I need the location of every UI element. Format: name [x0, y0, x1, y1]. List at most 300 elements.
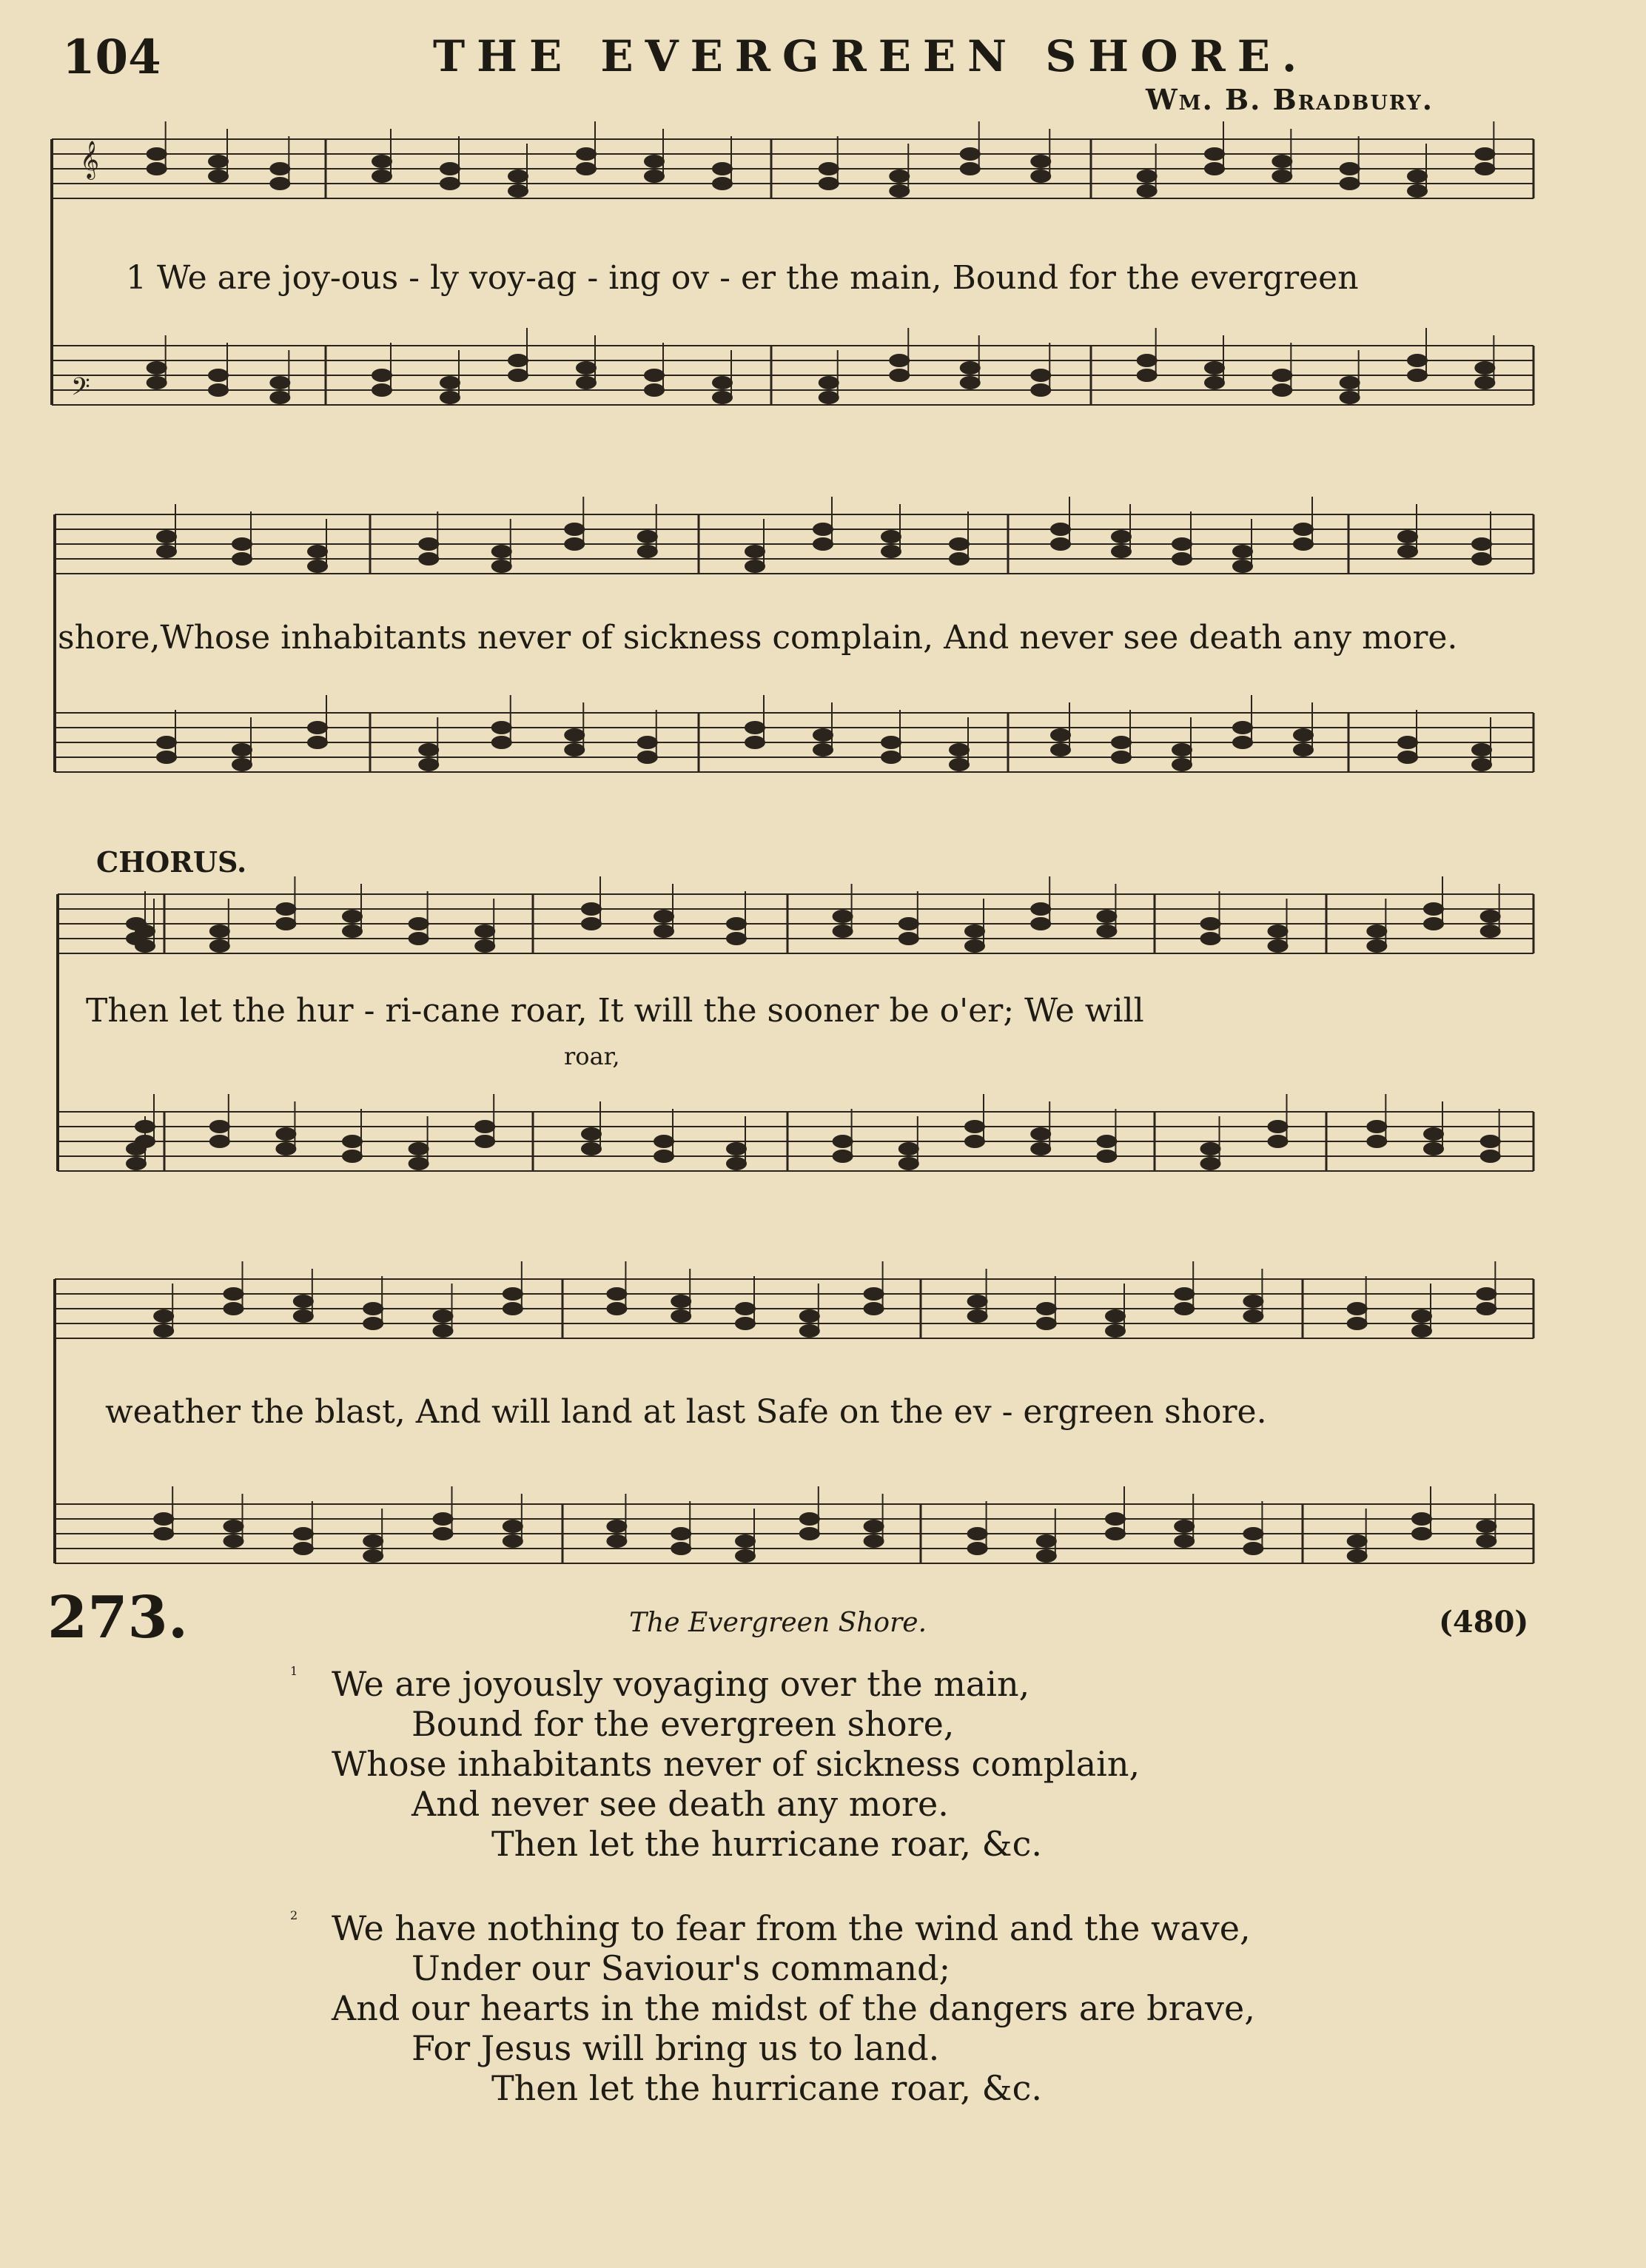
note-head: [1243, 1542, 1263, 1555]
note-head: [644, 155, 665, 168]
note-head: [1347, 1317, 1368, 1330]
note-head: [581, 917, 602, 930]
note-head: [898, 1142, 919, 1155]
note-head: [208, 369, 229, 382]
note-head: [1293, 743, 1314, 756]
verse-2-line-3: And our hearts in the midst of the dangers are brave,: [332, 1988, 1255, 2028]
note-head: [964, 925, 985, 938]
note-head: [1411, 1309, 1432, 1323]
note-head: [503, 1520, 523, 1533]
note-head: [964, 1120, 985, 1133]
verse-2-line-2: Under our Saviour's command;: [412, 1948, 951, 1988]
note-head: [949, 552, 970, 566]
note-head: [576, 376, 597, 389]
note-head: [1407, 369, 1428, 382]
note-head: [1423, 1127, 1444, 1141]
note-head: [745, 560, 765, 573]
note-head: [153, 1309, 174, 1323]
note-head: [275, 902, 296, 916]
note-head: [269, 177, 290, 190]
note-head: [1293, 728, 1314, 742]
note-head: [1111, 751, 1132, 764]
note-head: [799, 1324, 820, 1338]
note-head: [224, 1302, 244, 1315]
note-head: [735, 1302, 756, 1315]
note-head: [474, 939, 495, 953]
note-head: [1366, 925, 1387, 938]
verse-2-line-4: For Jesus will bring us to land.: [412, 2028, 940, 2068]
note-head: [1096, 910, 1117, 923]
note-head: [813, 743, 833, 756]
note-head: [726, 1142, 747, 1155]
note-head: [1030, 170, 1051, 183]
note-head: [307, 736, 328, 749]
note-head: [418, 552, 439, 566]
note-head: [293, 1309, 314, 1323]
note-head: [209, 1135, 230, 1148]
bass-clef-icon: 𝄢: [71, 373, 90, 407]
note-head: [503, 1287, 523, 1301]
note-head: [1268, 1120, 1289, 1133]
note-head: [433, 1527, 454, 1540]
note-head: [960, 162, 981, 175]
note-head: [1137, 184, 1158, 198]
note-head: [1174, 1534, 1195, 1548]
note-head: [503, 1302, 523, 1315]
note-head: [1407, 354, 1428, 367]
note-head: [418, 537, 439, 551]
note-head: [1411, 1324, 1432, 1338]
note-head: [508, 170, 528, 183]
note-head: [440, 162, 460, 175]
note-head: [1111, 736, 1132, 749]
note-head: [1050, 537, 1071, 551]
note-head: [1204, 361, 1225, 375]
chorus-label: CHORUS.: [96, 845, 247, 879]
lyrics-system-1: 1 We are joy-ous - ly voy-ag - ing ov - er the main, Bound for the evergreen: [126, 259, 1359, 297]
note-head: [269, 376, 290, 389]
note-head: [1293, 537, 1314, 551]
note-head: [1172, 537, 1192, 551]
note-head: [1200, 1157, 1221, 1170]
note-head: [1174, 1520, 1195, 1533]
note-head: [726, 1157, 747, 1170]
note-head: [1030, 917, 1051, 930]
note-head: [372, 170, 392, 183]
note-head: [644, 170, 665, 183]
note-head: [440, 391, 460, 404]
note-head: [1030, 383, 1051, 397]
note-head: [864, 1534, 884, 1548]
note-head: [1111, 530, 1132, 543]
note-head: [898, 1157, 919, 1170]
note-head: [644, 383, 665, 397]
note-head: [581, 902, 602, 916]
note-head: [208, 383, 229, 397]
note-head: [671, 1542, 691, 1555]
note-head: [1340, 162, 1360, 175]
note-head: [1036, 1534, 1057, 1548]
note-head: [1397, 530, 1418, 543]
note-head: [491, 545, 512, 558]
note-head: [949, 743, 970, 756]
note-head: [209, 939, 230, 953]
note-head: [864, 1520, 884, 1533]
note-head: [833, 1150, 853, 1163]
note-head: [967, 1309, 988, 1323]
note-head: [1476, 1302, 1496, 1315]
note-head: [372, 155, 392, 168]
note-head: [147, 361, 167, 375]
note-head: [1340, 177, 1360, 190]
note-head: [418, 758, 439, 771]
note-head: [1347, 1549, 1368, 1563]
note-head: [293, 1295, 314, 1308]
note-head: [735, 1534, 756, 1548]
note-head: [606, 1287, 627, 1301]
note-head: [474, 1135, 495, 1148]
note-head: [671, 1309, 691, 1323]
note-head: [960, 376, 981, 389]
note-head: [1137, 354, 1158, 367]
note-head: [1474, 147, 1495, 161]
note-head: [1293, 523, 1314, 536]
note-head: [1366, 939, 1387, 953]
note-head: [147, 147, 167, 161]
note-head: [409, 1157, 429, 1170]
note-head: [433, 1324, 454, 1338]
note-head: [209, 1120, 230, 1133]
note-head: [1340, 376, 1360, 389]
note-head: [409, 917, 429, 930]
note-head: [654, 1150, 674, 1163]
note-head: [1272, 170, 1292, 183]
note-head: [654, 910, 674, 923]
note-head: [1200, 932, 1221, 945]
note-head: [135, 925, 155, 938]
note-head: [1137, 170, 1158, 183]
lyrics-system-2: shore,Whose inhabitants never of sickness complain, And never see death any more.: [58, 619, 1458, 657]
note-head: [307, 560, 328, 573]
note-head: [1347, 1302, 1368, 1315]
note-head: [1243, 1527, 1263, 1540]
note-head: [1050, 728, 1071, 742]
note-head: [967, 1542, 988, 1555]
note-head: [342, 910, 363, 923]
note-head: [307, 545, 328, 558]
note-head: [126, 1157, 147, 1170]
note-head: [1480, 910, 1501, 923]
note-head: [1366, 1135, 1387, 1148]
note-head: [1243, 1295, 1263, 1308]
note-head: [654, 925, 674, 938]
note-head: [1204, 147, 1225, 161]
note-head: [1340, 391, 1360, 404]
note-head: [1105, 1527, 1126, 1540]
note-head: [508, 369, 528, 382]
note-head: [1200, 917, 1221, 930]
note-head: [269, 391, 290, 404]
note-head: [232, 552, 252, 566]
note-head: [833, 910, 853, 923]
note-head: [293, 1527, 314, 1540]
note-head: [819, 376, 839, 389]
note-head: [1172, 743, 1192, 756]
note-head: [1105, 1324, 1126, 1338]
note-head: [1172, 758, 1192, 771]
note-head: [898, 917, 919, 930]
verse-1-line-3: Whose inhabitants never of sickness complain,: [332, 1744, 1141, 1784]
note-head: [1036, 1302, 1057, 1315]
note-head: [735, 1317, 756, 1330]
note-head: [833, 925, 853, 938]
note-head: [949, 758, 970, 771]
note-head: [712, 177, 733, 190]
note-head: [735, 1549, 756, 1563]
note-head: [881, 736, 901, 749]
note-head: [1471, 537, 1492, 551]
note-head: [433, 1512, 454, 1526]
note-head: [964, 1135, 985, 1148]
note-head: [1471, 552, 1492, 566]
note-head: [363, 1549, 383, 1563]
note-head: [1476, 1534, 1496, 1548]
note-head: [153, 1512, 174, 1526]
note-head: [1111, 545, 1132, 558]
note-head: [606, 1302, 627, 1315]
note-head: [153, 1324, 174, 1338]
note-head: [363, 1317, 383, 1330]
note-head: [409, 1142, 429, 1155]
note-head: [1423, 902, 1444, 916]
note-head: [1030, 155, 1051, 168]
note-head: [433, 1309, 454, 1323]
note-head: [960, 361, 981, 375]
hymn-reference: (480): [1439, 1605, 1529, 1640]
verse-1-line-1: We are joyously voyaging over the main,: [332, 1664, 1030, 1704]
note-head: [147, 162, 167, 175]
note-head: [135, 939, 155, 953]
note-head: [819, 391, 839, 404]
note-head: [147, 376, 167, 389]
note-head: [745, 721, 765, 734]
note-head: [576, 361, 597, 375]
note-head: [1137, 369, 1158, 382]
page-number: 104: [62, 30, 161, 85]
note-head: [637, 751, 658, 764]
note-head: [1272, 155, 1292, 168]
note-head: [1476, 1520, 1496, 1533]
note-head: [372, 369, 392, 382]
note-head: [1471, 758, 1492, 771]
note-head: [637, 545, 658, 558]
note-head: [581, 1142, 602, 1155]
note-head: [156, 751, 177, 764]
note-head: [576, 162, 597, 175]
note-head: [1096, 1135, 1117, 1148]
note-head: [153, 1527, 174, 1540]
note-head: [889, 354, 910, 367]
note-head: [1174, 1302, 1195, 1315]
note-head: [135, 1120, 155, 1133]
note-head: [1030, 1127, 1051, 1141]
note-head: [1423, 917, 1444, 930]
note-head: [1268, 939, 1289, 953]
note-head: [156, 530, 177, 543]
note-head: [1174, 1287, 1195, 1301]
note-head: [1050, 523, 1071, 536]
note-head: [819, 177, 839, 190]
note-head: [508, 354, 528, 367]
note-head: [1030, 902, 1051, 916]
note-head: [960, 147, 981, 161]
note-head: [342, 1150, 363, 1163]
note-head: [644, 369, 665, 382]
note-head: [1200, 1142, 1221, 1155]
note-head: [1480, 1135, 1501, 1148]
verse-1-line-5: Then let the hurricane roar, &c.: [491, 1824, 1042, 1864]
lyrics-system-3: Then let the hur - ri-cane roar, It will the sooner be o'er; We will: [86, 992, 1144, 1030]
note-head: [1096, 1150, 1117, 1163]
note-head: [342, 925, 363, 938]
note-head: [564, 537, 585, 551]
note-head: [224, 1534, 244, 1548]
note-head: [1105, 1309, 1126, 1323]
note-head: [224, 1520, 244, 1533]
note-head: [1471, 743, 1492, 756]
note-head: [156, 736, 177, 749]
note-head: [1268, 925, 1289, 938]
note-head: [881, 545, 901, 558]
note-head: [1397, 736, 1418, 749]
note-head: [889, 170, 910, 183]
note-head: [967, 1295, 988, 1308]
note-head: [889, 184, 910, 198]
note-head: [1366, 1120, 1387, 1133]
note-head: [964, 939, 985, 953]
note-head: [1232, 721, 1253, 734]
note-head: [307, 721, 328, 734]
note-head: [275, 1127, 296, 1141]
note-head: [1204, 162, 1225, 175]
note-head: [1411, 1512, 1432, 1526]
note-head: [440, 177, 460, 190]
note-head: [671, 1295, 691, 1308]
note-head: [1030, 1142, 1051, 1155]
note-head: [491, 736, 512, 749]
note-head: [275, 1142, 296, 1155]
note-head: [208, 170, 229, 183]
note-head: [135, 1135, 155, 1148]
note-head: [712, 391, 733, 404]
note-head: [491, 560, 512, 573]
note-head: [967, 1527, 988, 1540]
lyrics-system-4: weather the blast, And will land at last Safe on the ev - ergreen shore.: [105, 1393, 1267, 1431]
note-head: [409, 932, 429, 945]
note-head: [1480, 925, 1501, 938]
note-head: [474, 1120, 495, 1133]
note-head: [1096, 925, 1117, 938]
note-head: [1243, 1309, 1263, 1323]
note-head: [819, 162, 839, 175]
note-head: [372, 383, 392, 397]
verse-2-number: 2: [290, 1908, 298, 1922]
note-head: [1407, 170, 1428, 183]
note-head: [1036, 1317, 1057, 1330]
note-head: [232, 743, 252, 756]
note-head: [1232, 545, 1253, 558]
note-head: [1105, 1512, 1126, 1526]
note-head: [1030, 369, 1051, 382]
note-head: [1397, 545, 1418, 558]
note-head: [1172, 552, 1192, 566]
note-head: [1204, 376, 1225, 389]
note-head: [712, 376, 733, 389]
note-head: [293, 1542, 314, 1555]
note-head: [342, 1135, 363, 1148]
note-head: [833, 1135, 853, 1148]
note-head: [564, 523, 585, 536]
hymn-title: The Evergreen Shore.: [629, 1608, 927, 1638]
note-head: [208, 155, 229, 168]
note-head: [813, 523, 833, 536]
note-head: [363, 1534, 383, 1548]
note-head: [564, 728, 585, 742]
note-head: [224, 1287, 244, 1301]
note-head: [1232, 736, 1253, 749]
note-head: [1050, 743, 1071, 756]
verse-1-number: 1: [290, 1664, 298, 1678]
note-head: [474, 925, 495, 938]
running-title: THE EVERGREEN SHORE.: [433, 31, 1309, 81]
note-head: [654, 1135, 674, 1148]
note-head: [881, 530, 901, 543]
note-head: [503, 1534, 523, 1548]
note-head: [1474, 361, 1495, 375]
note-head: [1272, 383, 1292, 397]
note-head: [156, 545, 177, 558]
verse-2-line-1: We have nothing to fear from the wind and the wave,: [332, 1908, 1251, 1948]
note-head: [881, 751, 901, 764]
note-head: [1268, 1135, 1289, 1148]
note-head: [232, 537, 252, 551]
note-head: [269, 162, 290, 175]
composer-credit: Wm. B. Bradbury.: [1146, 83, 1434, 116]
note-head: [1423, 1142, 1444, 1155]
verse-1-line-2: Bound for the evergreen shore,: [412, 1704, 955, 1744]
treble-clef-icon: 𝄞: [80, 141, 100, 178]
note-head: [1476, 1287, 1496, 1301]
note-head: [1036, 1549, 1057, 1563]
note-head: [889, 369, 910, 382]
note-head: [637, 736, 658, 749]
note-head: [576, 147, 597, 161]
note-head: [564, 743, 585, 756]
lyrics-system-3-bass: roar,: [564, 1042, 620, 1070]
note-head: [1407, 184, 1428, 198]
note-head: [799, 1309, 820, 1323]
note-head: [1480, 1150, 1501, 1163]
note-head: [1411, 1527, 1432, 1540]
note-head: [898, 932, 919, 945]
note-head: [745, 736, 765, 749]
note-head: [1347, 1534, 1368, 1548]
note-head: [363, 1302, 383, 1315]
note-head: [508, 184, 528, 198]
note-head: [864, 1287, 884, 1301]
note-head: [799, 1512, 820, 1526]
note-head: [712, 162, 733, 175]
